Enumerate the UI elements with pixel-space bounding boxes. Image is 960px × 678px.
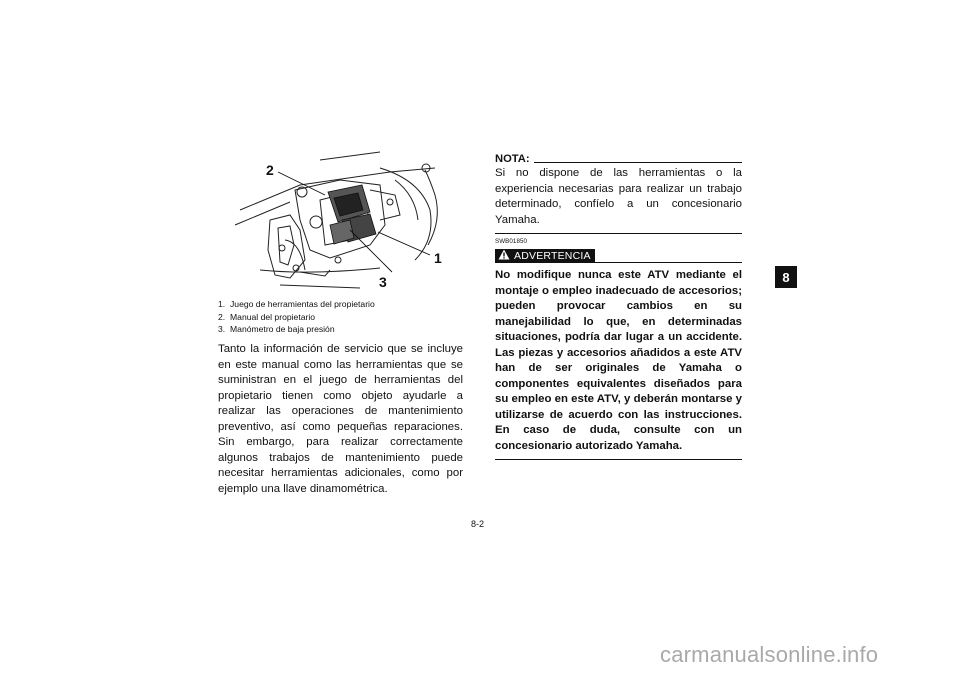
note-label: NOTA: [495,153,530,165]
note-end-rule [495,233,742,234]
right-column [495,152,742,460]
warning-end-rule [495,459,742,460]
body-paragraph: Tanto la información de servicio que se incluye en este manual como las herramientas que se suministran en el juego de herramientas del propietario tienen como objeto ayudarle a realizar las operaciones de mantenimiento preventivo, así como pequeñas reparaciones. Sin embargo, para realizar correctamente algunos trabajos de mantenimiento puede necesitar herramientas adicionales, como por ejemplo una llave dinamométrica. [218,343,463,495]
legend-text: Manómetro de baja presión [230,324,335,334]
warning-badge [495,249,595,263]
warning-label: ADVERTENCIA [514,250,591,262]
chapter-tab: 8 [775,266,797,288]
legend-item [218,298,468,311]
note-text: Si no dispone de las herramientas o la experiencia necesarias para realizar un trabajo determinado, confíelo a un concesionario Yamaha. [495,167,742,226]
note-header [495,152,742,165]
note-rule [534,162,742,163]
warning-code: SWB01850 [495,238,528,245]
callout-3: 3 [379,274,387,290]
warning-triangle-icon [498,249,510,263]
warning-rule [595,262,742,263]
warning-text: No modifique nunca este ATV mediante el montaje o empleo inadecuado de accesorios; pueden provocar cambios en su manejabilidad lo que, en determinadas situaciones, podría dar lugar a un accidente. Las piezas y accesorios añadidos a este ATV han de ser originales de Yamaha o componentes equivalentes diseñados para su empleo en este ATV, y deberán montarse y utilizarse de acuerdo con las instrucciones. En caso de duda, consulte con un concesionario autorizado Yamaha. [495,269,742,452]
callout-2: 2 [266,162,274,178]
warning-header [495,248,742,264]
legend-number: 1. [218,299,226,309]
figure-legend [218,298,468,336]
legend-number: 3. [218,324,226,334]
legend-item [218,311,468,324]
legend-number: 2. [218,311,226,322]
page-number: 8-2 [471,519,485,529]
legend-text: Manual del propietario [230,311,316,322]
legend-item [218,323,468,336]
legend-text: Juego de herramientas del propietario [230,299,375,309]
tool-kit-drawing [230,150,460,295]
tool-kit-illustration [230,150,460,295]
watermark: carmanualsonline.info [660,642,879,667]
callout-1: 1 [434,250,442,266]
